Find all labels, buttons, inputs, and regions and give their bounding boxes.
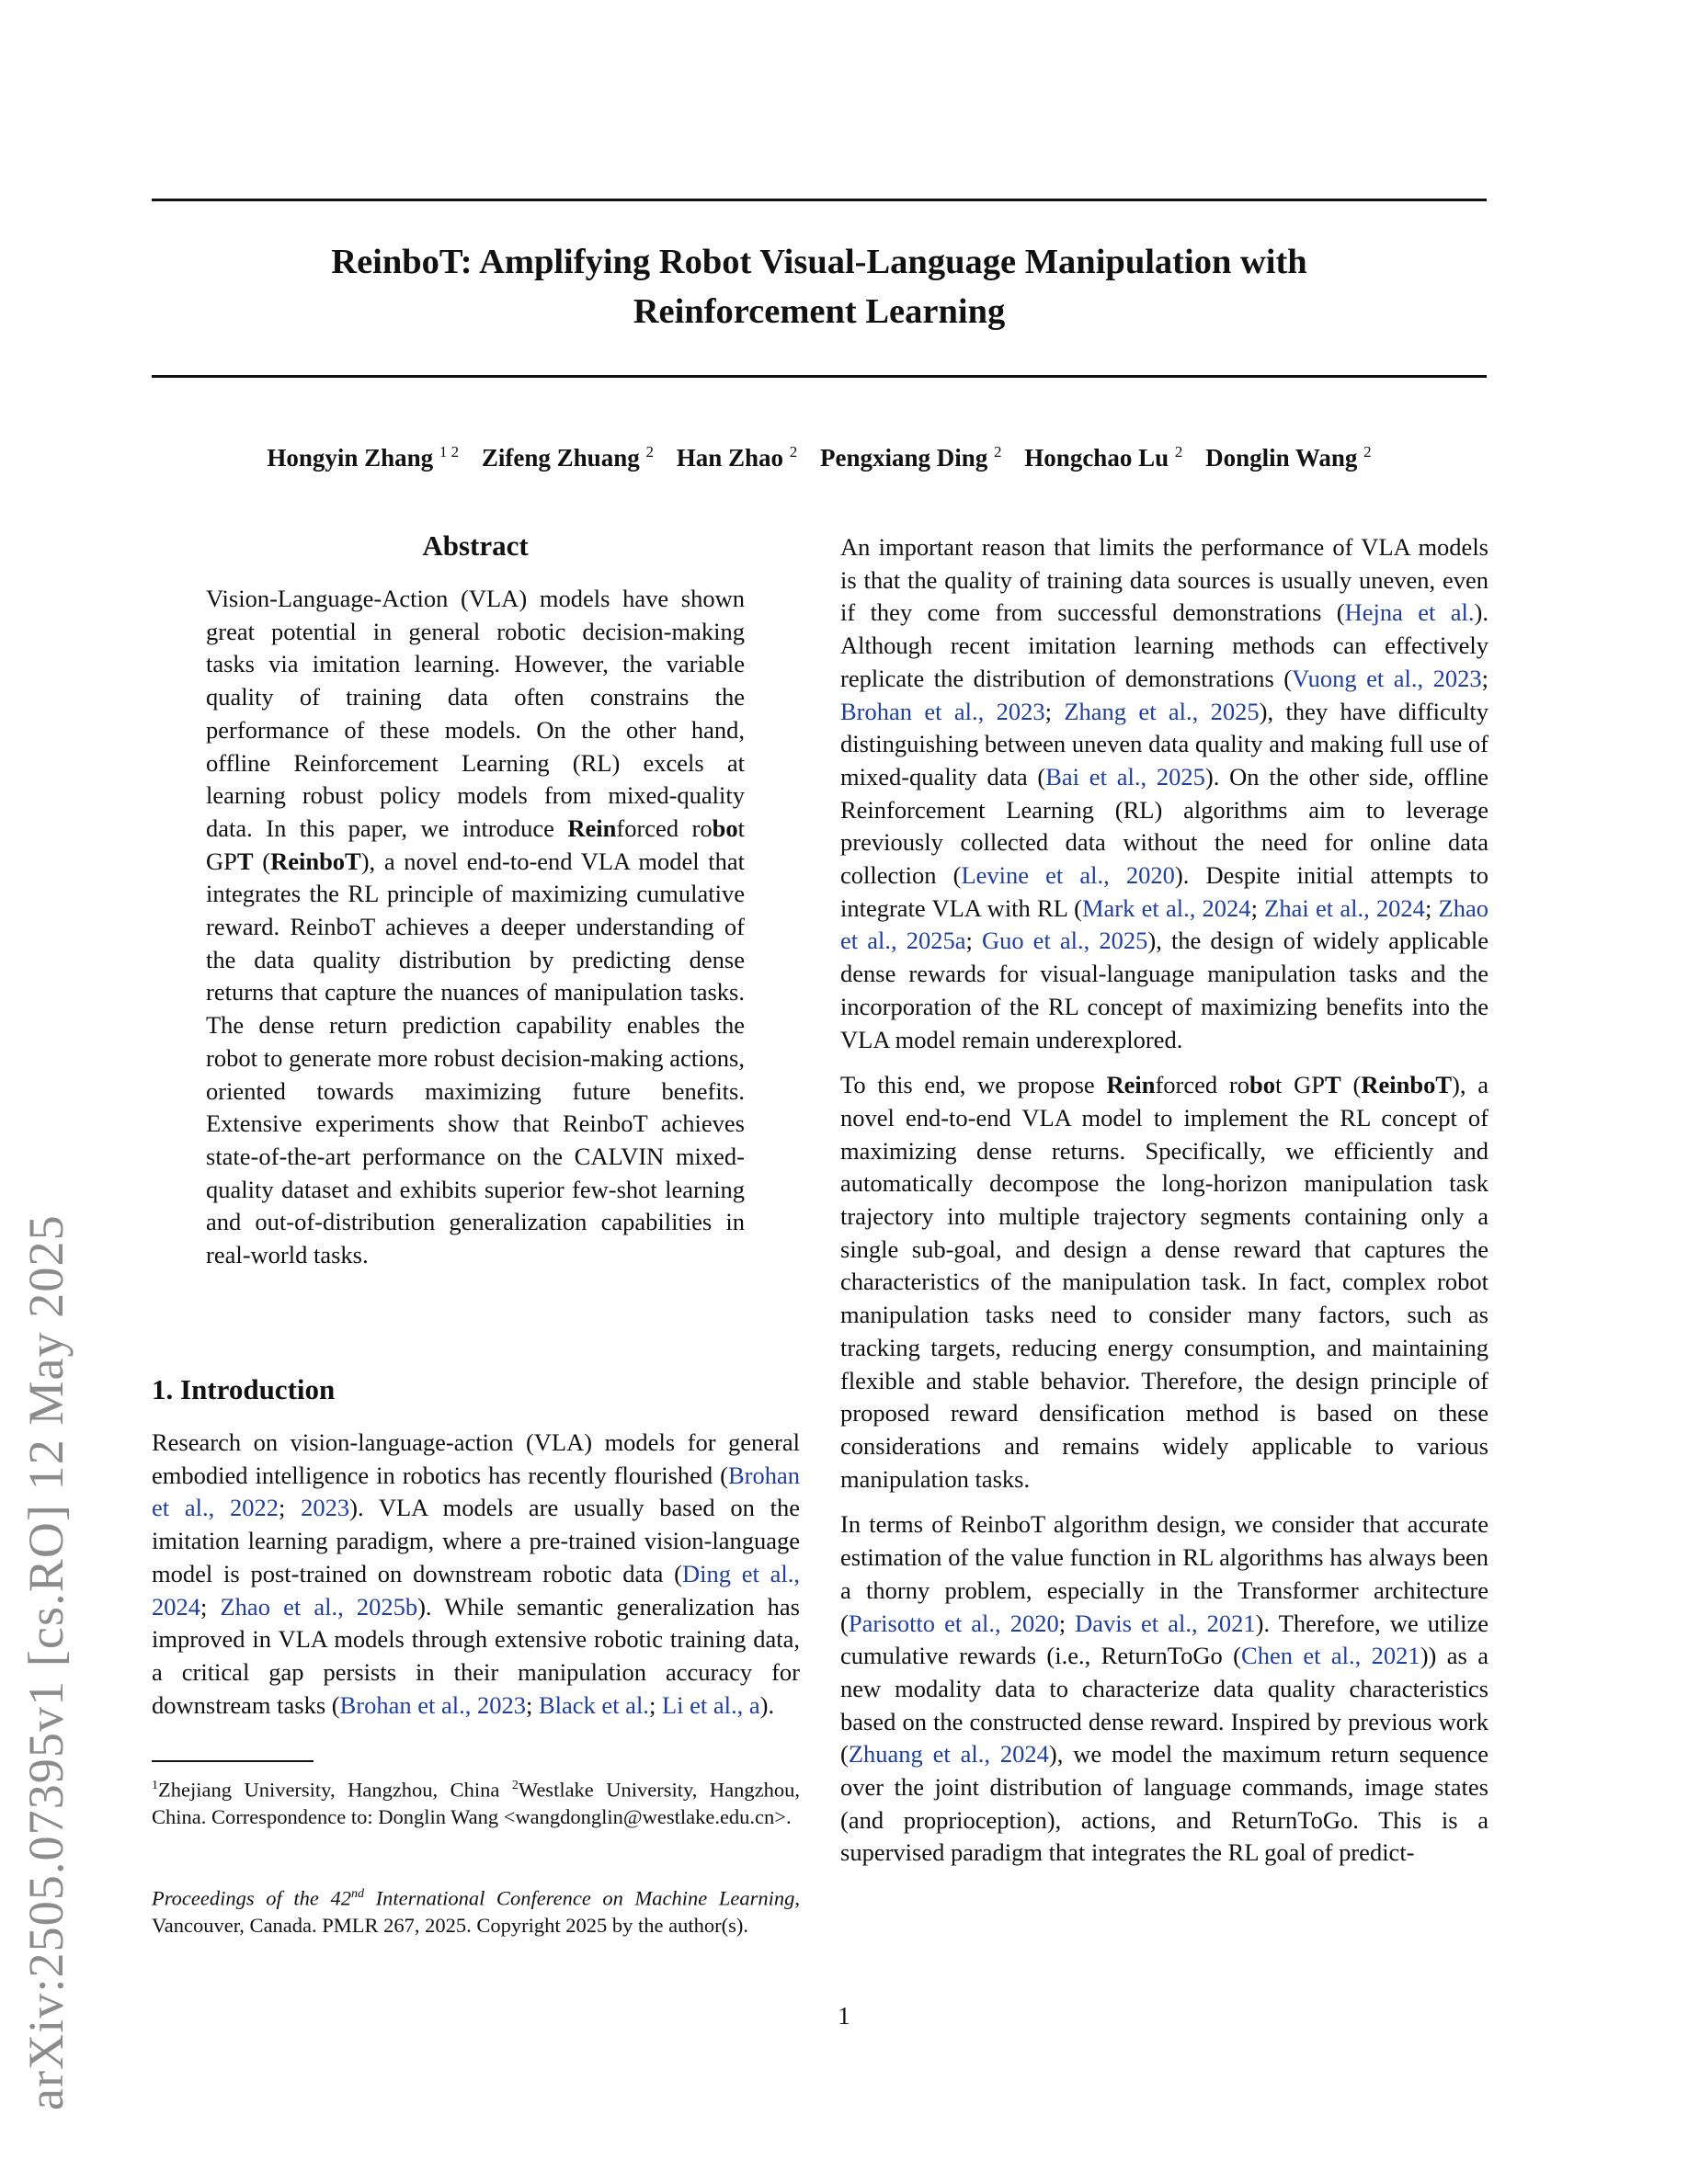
title-top-rule — [152, 199, 1487, 201]
citation-link[interactable]: Zhuang et al., 2024 — [848, 1740, 1049, 1769]
citation-link[interactable]: Zhai et al., 2024 — [1264, 893, 1425, 922]
citation-link[interactable]: Zhang et al., 2025 — [1064, 697, 1260, 725]
title-bottom-rule — [152, 375, 1487, 378]
author: Donglin Wang $^2$ — [1205, 443, 1372, 472]
citation-link[interactable]: Brohan et al., 2022 — [152, 1461, 800, 1522]
citation-link[interactable]: Black et al. — [539, 1690, 649, 1719]
title-line-1: ReinboT: Amplifying Robot Visual-Language Manipulation with — [331, 243, 1307, 281]
citation-link[interactable]: Ding et al., 2024 — [152, 1559, 800, 1621]
citation-link[interactable]: Levine et al., 2020 — [961, 861, 1175, 890]
author-list — [152, 436, 1487, 474]
citation-link[interactable]: Mark et al., 2024 — [1081, 893, 1251, 922]
citation-link[interactable]: Brohan et al., 2023 — [339, 1690, 526, 1719]
body-paragraph: To this end, we propose Reinforced robot GPT (ReinboT), a novel end-to-end VLA model to implement the RL concept of maximizing dense returns. Specifically, we efficiently and automatically decompose the long-horizon manipulation task trajectory into multiple trajectory segments containing only a single sub-goal, and design a dense reward that captures the characteristics of the manipulation task. In fact, complex robot manipulation tasks need to consider many factors, such as tracking targets, reducing energy consumption, and maintaining flexible and stable behavior. Therefore, the design principle of proposed reward densification method is based on these considerations and remains widely applicable to various manipulation tasks. — [840, 1071, 1488, 1493]
right-column — [840, 531, 1488, 1883]
citation-link[interactable]: Chen et al., 2021 — [1241, 1642, 1420, 1670]
citation-link[interactable]: Davis et al., 2021 — [1075, 1609, 1256, 1637]
abstract-heading: Abstract — [422, 529, 529, 562]
body-paragraph: An important reason that limits the performance of VLA models is that the quality of training data sources is usually uneven, even if they come from successful demonstrations (Hejna et al.). Although recent imitation learning methods can effectively replicate the distribution of demonstrations (Vuong et al., 2023; Brohan et al., 2023; Zhang et al., 2025), they have difficulty distinguishing between uneven data quality and making full use of mixed-quality data (Bai et al., 2025). On the other side, offline Reinforcement Learning (RL) algorithms aim to leverage previously collected data without the need for online data collection (Levine et al., 2020). Despite initial attempts to integrate VLA with RL (Mark et al., 2024; Zhai et al., 2024; Zhao et al., 2025a; Guo et al., 2025), the design of widely applicable dense rewards for visual-language manipulation tasks and the incorporation of the RL concept of maximizing benefits into the VLA model remain underexplored. — [840, 533, 1489, 1053]
footnote-rule — [152, 1760, 314, 1762]
citation-link[interactable]: Li et al., a — [661, 1690, 760, 1719]
author: Zifeng Zhuang $^2$ — [481, 443, 654, 472]
arxiv-identifier: arXiv:2505.07395v1 [cs.RO] 12 May 2025 — [18, 1214, 74, 2110]
citation-link[interactable]: 2023 — [301, 1494, 350, 1522]
body-paragraph: In terms of ReinboT algorithm design, we consider that accurate estimation of the value function in RL algorithms has always been a thorny problem, especially in the Transformer architecture (Parisotto et al., 2020; Davis et al., 2021). Therefore, we utilize cumulative rewards (i.e., ReturnToGo (Chen et al., 2021)) as a new modality data to characterize data quality characteristics based on the constructed dense reward. Inspired by previous work (Zhuang et al., 2024), we model the maximum return sequence over the joint distribution of language commands, image states (and proprioception), actions, and ReturnToGo. This is a supervised paradigm that integrates the RL goal of predict- — [840, 1510, 1489, 1867]
citation-link[interactable]: Hejna et al. — [1344, 598, 1475, 627]
citation-link[interactable]: Zhao et al., 2025b — [220, 1592, 418, 1621]
title-line-2: Reinforcement Learning — [633, 292, 1006, 331]
citation-link[interactable]: Bai et al., 2025 — [1045, 762, 1205, 791]
citation-link[interactable]: Parisotto et al., 2020 — [848, 1609, 1059, 1637]
author: Han Zhao $^2$ — [676, 443, 798, 472]
citation-link[interactable]: Guo et al., 2025 — [981, 927, 1148, 955]
author: Hongchao Lu $^2$ — [1024, 443, 1183, 472]
page-number: 1 — [838, 2002, 850, 2030]
introduction-paragraph: Research on vision-language-action (VLA) models for general embodied intelligence in robotics has recently flourished (Brohan et al., 2022; 2023). VLA models are usually based on the imitation learning paradigm, where a pre-trained vision-language model is post-trained on downstream robotic data (Ding et al., 2024; Zhao et al., 2025b). While semantic generalization has improved in VLA models through extensive robotic training data, a critical gap persists in their manipulation accuracy for downstream tasks (Brohan et al., 2023; Black et al.; Li et al., a). — [152, 1428, 800, 1719]
paper-title — [152, 237, 1487, 336]
introduction-heading: 1. Introduction — [152, 1373, 336, 1405]
author: Pengxiang Ding $^2$ — [820, 443, 1002, 472]
author: Hongyin Zhang $^{1 2}$ — [267, 443, 460, 472]
abstract-body: Vision-Language-Action (VLA) models have shown great potential in general robotic decision-making tasks via imitation learning. However, the variable quality of training data often constrains the performance of these models. On the other hand, offline Reinforcement Learning (RL) excels at learning robust policy models from mixed-quality data. In this paper, we introduce Reinforced robot GPT (ReinboT), a novel end-to-end VLA model that integrates the RL principle of maximizing cumulative reward. ReinboT achieves a deeper understanding of the data quality distribution by predicting dense returns that capture the nuances of manipulation tasks. The dense return prediction capability enables the robot to generate more robust decision-making actions, oriented towards maximizing future benefits. Extensive experiments show that ReinboT achieves state-of-the-art performance on the CALVIN mixed-quality dataset and exhibits superior few-shot learning and out-of-distribution generalization capabilities in real-world tasks. — [206, 585, 745, 1269]
citation-link[interactable]: Vuong et al., 2023 — [1292, 664, 1482, 692]
proceedings-note: Proceedings of the 42nd International Conference on Machine Learning, Vancouver, Canada. PMLR 267, 2025. Copyright 2025 by the author(s). — [152, 1886, 801, 1937]
affiliation-footnote: $^1$Zhejiang University, Hangzhou, China $^2$Westlake University, Hangzhou, China. Correspondence to: Donglin Wang <wangdonglin@westlake.edu.cn>. — [152, 1778, 801, 1828]
citation-link[interactable]: Brohan et al., 2023 — [840, 697, 1045, 725]
citation-link[interactable]: Zhao et al., 2025a — [840, 893, 1488, 955]
